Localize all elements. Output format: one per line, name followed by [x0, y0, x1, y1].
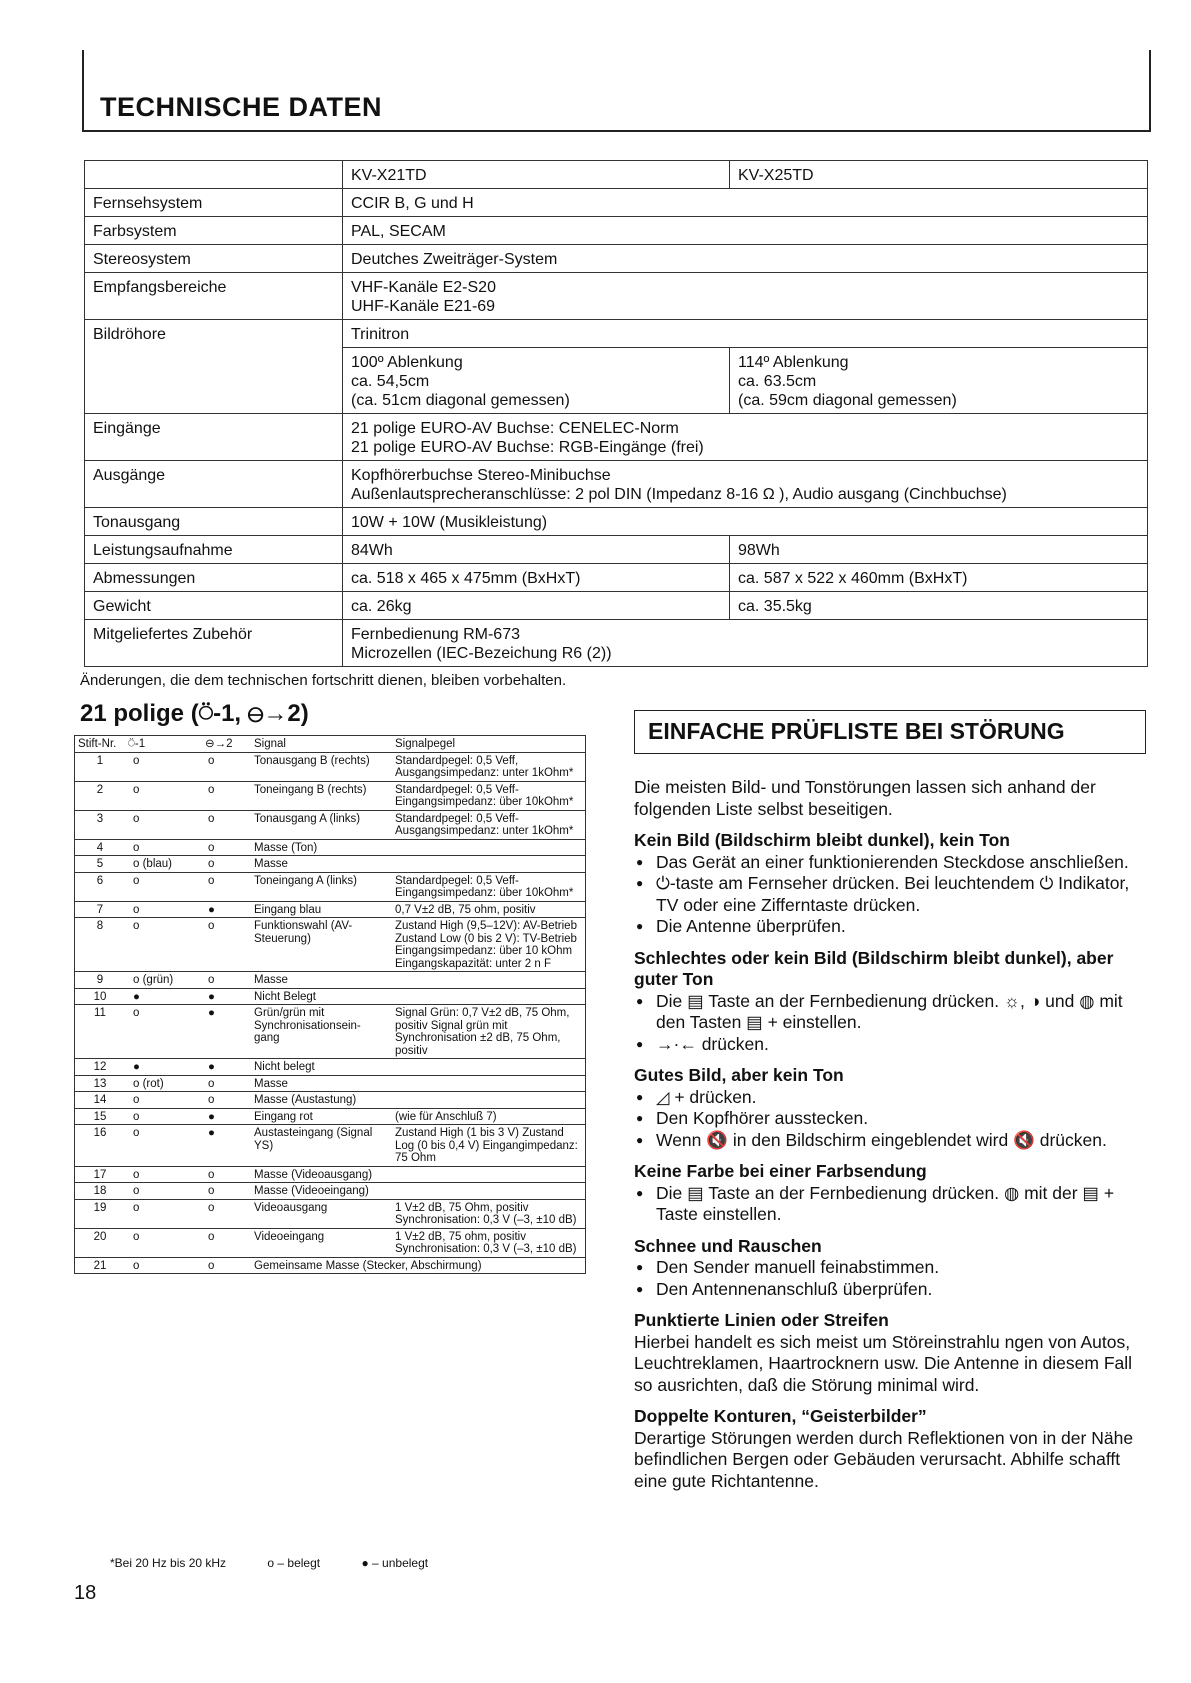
spec-label: Leistungsaufnahme [85, 536, 343, 564]
spec-value-b: ca. 35.5kg [730, 592, 1148, 620]
pin-cell: Eingang blau [251, 901, 392, 918]
specs-row [85, 461, 1148, 508]
spec-label: Abmessungen [85, 564, 343, 592]
spec-value: Trinitron [343, 320, 1148, 348]
pin-header: Stift-Nr. [75, 736, 126, 753]
pin-cell: o [202, 856, 251, 873]
pin-cell: Nicht Belegt [251, 988, 586, 1005]
spec-line: VHF-Kanäle E2-S20 [351, 279, 496, 296]
pin-cell: Videoeingang [251, 1228, 392, 1257]
legend-used: o – belegt [267, 1556, 321, 1570]
pin-cell: Grün/grün mit Synchronisationsein- gang [251, 1005, 392, 1059]
checklist-item: ● Die ▤ Taste an der Fernbedienung drücken. ◍ mit der ▤ + Taste einstellen. [634, 1183, 1154, 1226]
pin-header: ⍥-1 [125, 736, 202, 753]
checklist-section [634, 1236, 1154, 1301]
pin-row [75, 752, 586, 781]
checklist-section [634, 1310, 1154, 1396]
checklist-heading: Schlechtes oder kein Bild (Bildschirm bleibt dunkel), aber guter Ton [634, 947, 1114, 989]
spec-label: Ausgänge [85, 461, 343, 508]
pin-row [75, 901, 586, 918]
pin-cell: o [202, 839, 251, 856]
pin-cell: 7 [75, 901, 126, 918]
pin-cell: 9 [75, 972, 126, 989]
pin-cell: o [125, 872, 202, 901]
pin-row [75, 1257, 586, 1274]
spec-value: CCIR B, G und H [343, 189, 1148, 217]
pin-cell: Standardpegel: 0,5 Veff- Eingangsimpedanz: über 10kOhm* [392, 781, 586, 810]
pin-cell: Masse (Videoeingang) [251, 1183, 586, 1200]
pin-section-title: 21 polige (⍥-1, ⊖→2) [80, 700, 309, 727]
pin-header: ⊖→2 [202, 736, 251, 753]
pin-cell: 21 [75, 1257, 126, 1274]
pin-cell: o (blau) [125, 856, 202, 873]
pin-cell: Masse (Austastung) [251, 1092, 586, 1109]
specs-header-blank [85, 161, 343, 189]
spec-label: Farbsystem [85, 217, 343, 245]
pin-cell: ● [202, 1059, 251, 1076]
pin-row [75, 781, 586, 810]
checklist-section [634, 948, 1154, 1056]
pin-cell: o [125, 781, 202, 810]
specs-row [85, 320, 1148, 348]
spec-value-a: ca. 26kg [343, 592, 730, 620]
pin-cell: 1 V±2 dB, 75 Ohm, positiv Synchronisation: 0,3 V (–3, ±10 dB) [392, 1199, 586, 1228]
spec-line: ca. 54,5cm [351, 373, 430, 390]
spec-line: 114º Ablenkung [738, 354, 849, 371]
checklist-item: ● ⏻-taste am Fernseher drücken. Bei leuchtendem ⏻ Indikator, TV oder eine Zifferntaste drücken. [634, 873, 1154, 916]
pin-cell: 6 [75, 872, 126, 901]
pin-cell: o [202, 872, 251, 901]
pin-cell: (wie für Anschluß 7) [392, 1108, 586, 1125]
pin-cell: 4 [75, 839, 126, 856]
pin-cell: o (rot) [125, 1075, 202, 1092]
checklist-list [634, 1087, 1154, 1152]
pin-cell: Masse [251, 972, 586, 989]
specs-table [84, 160, 1148, 667]
spec-line: UHF-Kanäle E21-69 [351, 298, 496, 315]
checklist-item: ● ◿ + drücken. [634, 1087, 1154, 1109]
pin-cell: o [125, 901, 202, 918]
pin-row [75, 1228, 586, 1257]
pin-cell: Zustand High (9,5–12V): AV-Betrieb Zustand Low (0 bis 2 V): TV-Betrieb Eingangsimpedanz: über 10 kOhm Eingangskapazität: unter 2 n F [392, 918, 586, 972]
pin-cell: ● [202, 1108, 251, 1125]
spec-line: 100º Ablenkung [351, 354, 463, 371]
pin-cell: o [202, 1257, 251, 1274]
pin-cell: o [125, 1166, 202, 1183]
pin-cell: Gemeinsame Masse (Stecker, Abschirmung) [251, 1257, 586, 1274]
pin-row [75, 1199, 586, 1228]
pin-cell: Masse [251, 856, 586, 873]
spec-line: Microzellen (IEC-Bezeichung R6 (2)) [351, 645, 612, 662]
spec-label: Stereosystem [85, 245, 343, 273]
spec-value-a: 84Wh [343, 536, 730, 564]
pin-cell: o [202, 1183, 251, 1200]
checklist-list [634, 1183, 1154, 1226]
spec-value [343, 620, 1148, 667]
specs-row [85, 620, 1148, 667]
spec-value: 10W + 10W (Musikleistung) [343, 508, 1148, 536]
spec-line: Fernbedienung RM-673 [351, 626, 520, 643]
pin-cell: 14 [75, 1092, 126, 1109]
spec-value [343, 461, 1148, 508]
page-number: 18 [74, 1582, 97, 1604]
pin-cell: o [125, 810, 202, 839]
pin-cell: o [202, 1199, 251, 1228]
pin-cell: 19 [75, 1199, 126, 1228]
specs-row [85, 273, 1148, 320]
specs-row [85, 217, 1148, 245]
pin-row [75, 1183, 586, 1200]
checklist-text: Derartige Störungen werden durch Reflektionen von in der Nähe befindlichen Bergen oder Gebäuden verursacht. Abhilfe schafft eine gute Richtantenne. [634, 1427, 1134, 1491]
pin-row [75, 1108, 586, 1125]
pin-cell: Standardpegel: 0,5 Veff- Ausgangsimpedanz: unter 1kOhm* [392, 810, 586, 839]
pin-cell: o [125, 752, 202, 781]
checklist [634, 777, 1154, 1502]
pin-row [75, 1005, 586, 1059]
legend-note: *Bei 20 Hz bis 20 kHz [110, 1556, 227, 1570]
pin-row [75, 1059, 586, 1076]
pin-cell: o (grün) [125, 972, 202, 989]
spec-line: Kopfhörerbuchse Stereo-Minibuchse [351, 467, 611, 484]
checklist-item: ● Wenn 🔇 in den Bildschirm eingeblendet wird 🔇 drücken. [634, 1130, 1154, 1152]
spec-label: Bildröhore [85, 320, 343, 414]
pin-cell: Tonausgang A (links) [251, 810, 392, 839]
spec-line: ca. 63.5cm [738, 373, 817, 390]
checklist-section [634, 1065, 1154, 1151]
pin-row [75, 839, 586, 856]
pin-cell: ● [202, 988, 251, 1005]
specs-header-row [85, 161, 1148, 189]
pin-cell: 11 [75, 1005, 126, 1059]
pin-cell: o [202, 1092, 251, 1109]
checklist-heading: Keine Farbe bei einer Farbsendung [634, 1161, 927, 1181]
checklist-heading: Punktierte Linien oder Streifen [634, 1310, 889, 1330]
spec-value-b: 98Wh [730, 536, 1148, 564]
checklist-heading: Doppelte Konturen, “Geisterbilder” [634, 1406, 927, 1426]
pin-cell: 20 [75, 1228, 126, 1257]
pin-cell: Masse (Videoausgang) [251, 1166, 586, 1183]
checklist-list [634, 852, 1154, 938]
checklist-heading: Kein Bild (Bildschirm bleibt dunkel), kein Ton [634, 830, 1010, 850]
spec-label: Fernsehsystem [85, 189, 343, 217]
pin-header: Signal [251, 736, 392, 753]
specs-row [85, 564, 1148, 592]
pin-row [75, 1166, 586, 1183]
pin-table [74, 735, 586, 1274]
spec-label: Gewicht [85, 592, 343, 620]
pin-cell: 15 [75, 1108, 126, 1125]
pin-cell: o [125, 1125, 202, 1167]
checklist-section [634, 830, 1154, 938]
checklist-item: ● →·← drücken. [634, 1034, 1154, 1056]
checklist-item: ● Den Kopfhörer ausstecken. [634, 1108, 1154, 1130]
pin-cell: o [202, 1228, 251, 1257]
spec-line: (ca. 59cm diagonal gemessen) [738, 392, 957, 409]
pin-cell: Signal Grün: 0,7 V±2 dB, 75 Ohm, positiv Signal grün mit Synchronisation ±2 dB, 75 Ohm, positiv [392, 1005, 586, 1059]
spec-label: Empfangsbereiche [85, 273, 343, 320]
pin-row [75, 1125, 586, 1167]
pin-cell: Toneingang A (links) [251, 872, 392, 901]
checklist-item: ● Die ▤ Taste an der Fernbedienung drücken. ☼, ◑ und ◍ mit den Tasten ▤ + einstellen. [634, 991, 1154, 1034]
pin-cell: 10 [75, 988, 126, 1005]
pin-cell: o [125, 1092, 202, 1109]
pin-cell: 16 [75, 1125, 126, 1167]
spec-line: Außenlautsprecheranschlüsse: 2 pol DIN (Impedanz 8-16 Ω ), Audio ausgang (Cinchbuchse) [351, 486, 1007, 503]
pin-row [75, 872, 586, 901]
spec-value-b [730, 348, 1148, 414]
pin-cell: 2 [75, 781, 126, 810]
spec-label: Eingänge [85, 414, 343, 461]
pin-cell: o [125, 918, 202, 972]
spec-value-a: ca. 518 x 465 x 475mm (BxHxT) [343, 564, 730, 592]
pin-cell: Standardpegel: 0,5 Veff, Ausgangsimpedanz: unter 1kOhm* [392, 752, 586, 781]
spec-value: Deutches Zweiträger-System [343, 245, 1148, 273]
pin-row [75, 972, 586, 989]
checklist-section [634, 1406, 1154, 1492]
pin-row [75, 856, 586, 873]
pin-cell: 13 [75, 1075, 126, 1092]
specs-row [85, 536, 1148, 564]
model-a: KV-X21TD [343, 161, 730, 189]
pin-cell: o [202, 810, 251, 839]
pin-cell: 18 [75, 1183, 126, 1200]
spec-value: PAL, SECAM [343, 217, 1148, 245]
pin-cell: o [125, 1257, 202, 1274]
pin-cell: Eingang rot [251, 1108, 392, 1125]
pin-row [75, 1075, 586, 1092]
pin-cell: Nicht belegt [251, 1059, 586, 1076]
pin-cell: ● [125, 1059, 202, 1076]
pin-cell: o [202, 781, 251, 810]
pin-cell: ● [202, 1005, 251, 1059]
pin-cell: Tonausgang B (rechts) [251, 752, 392, 781]
specs-row [85, 414, 1148, 461]
pin-cell: Funktionswahl (AV-Steuerung) [251, 918, 392, 972]
checklist-item: ● Das Gerät an einer funktionierenden Steckdose anschließen. [634, 852, 1154, 874]
checklist-section [634, 1161, 1154, 1226]
spec-line: (ca. 51cm diagonal gemessen) [351, 392, 570, 409]
pin-legend [110, 1556, 466, 1570]
pin-cell: ● [202, 901, 251, 918]
pin-cell: Videoausgang [251, 1199, 392, 1228]
pin-cell: o [202, 918, 251, 972]
checklist-heading: Schnee und Rauschen [634, 1235, 822, 1256]
pin-cell: ● [202, 1125, 251, 1167]
spec-value [343, 273, 1148, 320]
pin-cell: ● [125, 988, 202, 1005]
pin-cell: o [125, 1183, 202, 1200]
specs-row [85, 189, 1148, 217]
model-b: KV-X25TD [730, 161, 1148, 189]
checklist-list [634, 1257, 1154, 1300]
pin-cell: Zustand High (1 bis 3 V) Zustand Log (0 bis 0,4 V) Eingangimpedanz: 75 Ohm [392, 1125, 586, 1167]
spec-label: Tonausgang [85, 508, 343, 536]
pin-cell: Toneingang B (rechts) [251, 781, 392, 810]
pin-row [75, 810, 586, 839]
spec-value-a [343, 348, 730, 414]
pin-row [75, 988, 586, 1005]
pin-header: Signalpegel [392, 736, 586, 753]
pin-cell: Masse [251, 1075, 586, 1092]
checklist-heading: Gutes Bild, aber kein Ton [634, 1065, 844, 1085]
pin-cell: o [125, 1108, 202, 1125]
pin-cell: Standardpegel: 0,5 Veff- Eingangsimpedanz: über 10kOhm* [392, 872, 586, 901]
pin-cell: 17 [75, 1166, 126, 1183]
specs-note: Änderungen, die dem technischen fortschritt dienen, bleiben vorbehalten. [80, 672, 567, 689]
pin-cell: 3 [75, 810, 126, 839]
spec-line: 21 polige EURO-AV Buchse: CENELEC-Norm [351, 420, 679, 437]
checklist-intro: Die meisten Bild- und Tonstörungen lassen sich anhand der folgenden Liste selbst beseitigen. [634, 777, 1096, 819]
specs-row [85, 508, 1148, 536]
pin-cell: o [125, 1199, 202, 1228]
checklist-item: ● Den Antennenanschluß überprüfen. [634, 1279, 1154, 1301]
pin-cell: 8 [75, 918, 126, 972]
specs-row [85, 245, 1148, 273]
pin-cell: 1 [75, 752, 126, 781]
pin-cell: 0,7 V±2 dB, 75 ohm, positiv [392, 901, 586, 918]
spec-value-b: ca. 587 x 522 x 460mm (BxHxT) [730, 564, 1148, 592]
pin-cell: 5 [75, 856, 126, 873]
pin-cell: Austasteingang (Signal YS) [251, 1125, 392, 1167]
pin-cell: Masse (Ton) [251, 839, 586, 856]
checklist-text: Hierbei handelt es sich meist um Störeinstrahlu ngen von Autos, Leuchtreklamen, Haartrocknern usw. Die Antenne in diesem Fall so ausrichten, daß die Störung minimal wird. [634, 1331, 1133, 1395]
specs-row [85, 592, 1148, 620]
pin-cell: o [202, 1166, 251, 1183]
checklist-item: ● Die Antenne überprüfen. [634, 916, 1154, 938]
checklist-title: EINFACHE PRÜFLISTE BEI STÖRUNG [648, 718, 1065, 744]
pin-cell: o [125, 839, 202, 856]
checklist-list [634, 991, 1154, 1056]
pin-cell: o [202, 972, 251, 989]
spec-label: Mitgeliefertes Zubehör [85, 620, 343, 667]
spec-value [343, 414, 1148, 461]
pin-cell: o [125, 1228, 202, 1257]
page-title: TECHNISCHE DATEN [100, 92, 383, 122]
pin-cell: o [125, 1005, 202, 1059]
pin-cell: o [202, 752, 251, 781]
pin-row [75, 918, 586, 972]
pin-cell: 1 V±2 dB, 75 ohm, positiv Synchronisation: 0,3 V (–3, ±10 dB) [392, 1228, 586, 1257]
pin-cell: o [202, 1075, 251, 1092]
spec-line: 21 polige EURO-AV Buchse: RGB-Eingänge (frei) [351, 439, 704, 456]
legend-unused: ● – unbelegt [361, 1556, 429, 1570]
checklist-item: ● Den Sender manuell feinabstimmen. [634, 1257, 1154, 1279]
pin-row [75, 1092, 586, 1109]
pin-cell: 12 [75, 1059, 126, 1076]
